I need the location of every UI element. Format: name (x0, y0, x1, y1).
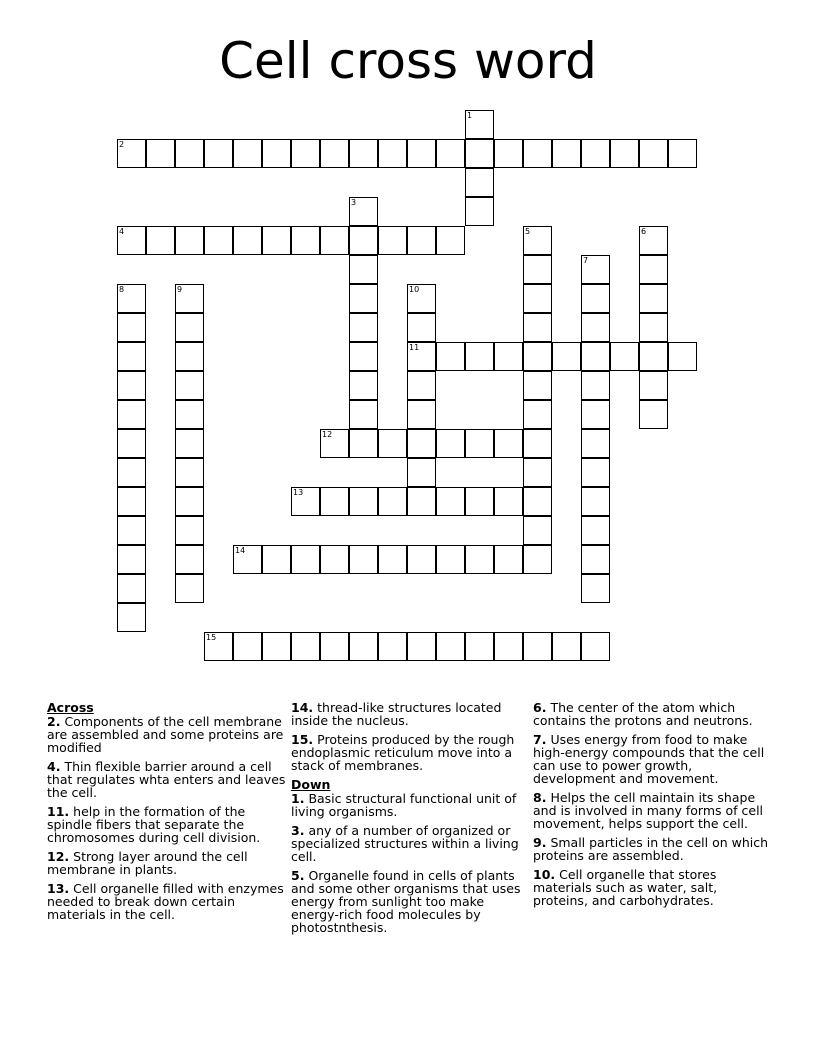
clue-number: 15. (291, 732, 314, 747)
crossword-cell[interactable] (552, 632, 581, 661)
crossword-cell[interactable] (407, 632, 436, 661)
crossword-cell[interactable] (320, 545, 349, 574)
crossword-cell[interactable] (436, 632, 465, 661)
crossword-cell[interactable] (610, 342, 639, 371)
clue-text: Strong layer around the cell membrane in plants. (47, 849, 248, 877)
clues-column-3 (533, 701, 773, 913)
crossword-cell[interactable] (523, 255, 552, 284)
crossword-cell[interactable] (117, 574, 146, 603)
clue-number: 2. (47, 714, 61, 729)
crossword-cell[interactable] (465, 632, 494, 661)
crossword-cell[interactable] (436, 226, 465, 255)
crossword-cell[interactable] (639, 313, 668, 342)
clue-text: Helps the cell maintain its shape and is involved in many forms of cell movement, helps support the cell. (533, 790, 764, 831)
crossword-cell[interactable] (465, 342, 494, 371)
down-clue (291, 869, 531, 934)
crossword-cell[interactable] (465, 168, 494, 197)
clue-number: 15 (206, 633, 217, 642)
crossword-cell[interactable] (639, 226, 668, 255)
crossword-cell[interactable] (581, 371, 610, 400)
crossword-cell[interactable] (349, 313, 378, 342)
crossword-cell[interactable] (233, 545, 262, 574)
crossword-cell[interactable] (175, 545, 204, 574)
crossword-cell[interactable] (175, 284, 204, 313)
crossword-cell[interactable] (175, 429, 204, 458)
across-clue (291, 701, 531, 727)
crossword-cell[interactable] (407, 371, 436, 400)
crossword-cell[interactable] (552, 139, 581, 168)
crossword-cell[interactable] (378, 226, 407, 255)
clue-number: 10. (533, 867, 556, 882)
crossword-cell[interactable] (581, 313, 610, 342)
crossword-cell[interactable] (639, 342, 668, 371)
crossword-cell[interactable] (639, 371, 668, 400)
clue-text: any of a number of organized or specialized structures within a living cell. (291, 823, 519, 864)
crossword-cell[interactable] (117, 226, 146, 255)
clue-number: 7 (583, 256, 589, 265)
crossword-cell[interactable] (378, 545, 407, 574)
crossword-cell[interactable] (523, 516, 552, 545)
clue-number: 12. (47, 849, 70, 864)
clue-text: Uses energy from food to make high-energy compounds that the cell can use to power growth, development and movement. (533, 732, 765, 786)
crossword-cell[interactable] (291, 545, 320, 574)
crossword-cell[interactable] (494, 342, 523, 371)
crossword-cell[interactable] (262, 632, 291, 661)
crossword-cell[interactable] (378, 139, 407, 168)
clue-text: Proteins produced by the rough endoplasmic reticulum move into a stack of membranes. (291, 732, 515, 773)
crossword-cell[interactable] (407, 284, 436, 313)
clue-number: 14. (291, 700, 314, 715)
crossword-cell[interactable] (494, 632, 523, 661)
crossword-cell[interactable] (581, 487, 610, 516)
crossword-cell[interactable] (320, 632, 349, 661)
crossword-cell[interactable] (581, 458, 610, 487)
clue-number: 5 (525, 227, 531, 236)
crossword-cell[interactable] (291, 226, 320, 255)
clue-number: 4. (47, 759, 61, 774)
clue-text: Organelle found in cells of plants and some other organisms that uses energy from sunlight too make energy-rich food molecules by photostnthesis. (291, 868, 521, 935)
crossword-cell[interactable] (349, 632, 378, 661)
crossword-cell[interactable] (523, 429, 552, 458)
crossword-cell[interactable] (494, 139, 523, 168)
crossword-cell[interactable] (117, 487, 146, 516)
crossword-cell[interactable] (175, 226, 204, 255)
crossword-cell[interactable] (175, 487, 204, 516)
crossword-cell[interactable] (465, 487, 494, 516)
crossword-cell[interactable] (146, 139, 175, 168)
crossword-cell[interactable] (407, 342, 436, 371)
crossword-cell[interactable] (581, 632, 610, 661)
crossword-cell[interactable] (262, 139, 291, 168)
clue-number: 12 (322, 430, 333, 439)
crossword-cell[interactable] (407, 545, 436, 574)
across-clue (47, 715, 287, 754)
clue-number: 11. (47, 804, 70, 819)
clue-number: 2 (119, 140, 125, 149)
crossword-cell[interactable] (117, 139, 146, 168)
across-clue (47, 760, 287, 799)
crossword-cell[interactable] (581, 516, 610, 545)
clue-text: Cell organelle that stores materials such as water, salt, proteins, and carbohydrates. (533, 867, 718, 908)
clue-text: Cell organelle filled with enzymes needed to break down certain materials in the cell. (47, 881, 284, 922)
clue-number: 8. (533, 790, 547, 805)
clue-number: 9. (533, 835, 547, 850)
crossword-cell[interactable] (581, 342, 610, 371)
clue-number: 6 (641, 227, 647, 236)
crossword-cell[interactable] (117, 429, 146, 458)
crossword-cell[interactable] (668, 342, 697, 371)
crossword-cell[interactable] (349, 226, 378, 255)
across-clue (47, 805, 287, 844)
crossword-cell[interactable] (523, 487, 552, 516)
crossword-cell[interactable] (349, 342, 378, 371)
crossword-cell[interactable] (581, 255, 610, 284)
crossword-cell[interactable] (175, 342, 204, 371)
crossword-cell[interactable] (436, 342, 465, 371)
crossword-cell[interactable] (465, 545, 494, 574)
crossword-cell[interactable] (407, 487, 436, 516)
crossword-cell[interactable] (349, 255, 378, 284)
across-clue (47, 850, 287, 876)
crossword-cell[interactable] (146, 226, 175, 255)
clue-text: help in the formation of the spindle fibers that separate the chromosomes during cell division. (47, 804, 261, 845)
clue-text: Thin flexible barrier around a cell that regulates whta enters and leaves the cell. (47, 759, 286, 800)
crossword-cell[interactable] (523, 313, 552, 342)
crossword-cell[interactable] (204, 226, 233, 255)
down-clue (291, 792, 531, 818)
crossword-cell[interactable] (523, 371, 552, 400)
crossword-cell[interactable] (175, 139, 204, 168)
clue-number: 7. (533, 732, 547, 747)
crossword-cell[interactable] (407, 313, 436, 342)
crossword-cell[interactable] (581, 429, 610, 458)
clue-number: 9 (177, 285, 183, 294)
crossword-cell[interactable] (668, 139, 697, 168)
crossword-cell[interactable] (639, 400, 668, 429)
crossword-cell[interactable] (117, 313, 146, 342)
crossword-cell[interactable] (407, 226, 436, 255)
clue-number: 3. (291, 823, 305, 838)
crossword-cell[interactable] (175, 371, 204, 400)
crossword-cell[interactable] (639, 255, 668, 284)
crossword-cell[interactable] (494, 487, 523, 516)
crossword-cell[interactable] (117, 516, 146, 545)
crossword-cell[interactable] (523, 545, 552, 574)
down-clue (533, 791, 773, 830)
crossword-cell[interactable] (436, 139, 465, 168)
crossword-cell[interactable] (233, 632, 262, 661)
crossword-cell[interactable] (523, 632, 552, 661)
crossword-cell[interactable] (291, 139, 320, 168)
crossword-cell[interactable] (523, 400, 552, 429)
crossword-cell[interactable] (349, 400, 378, 429)
clue-number: 6. (533, 700, 547, 715)
crossword-cell[interactable] (175, 516, 204, 545)
crossword-cell[interactable] (291, 487, 320, 516)
crossword-cell[interactable] (581, 139, 610, 168)
down-clue (533, 733, 773, 785)
clue-number: 5. (291, 868, 305, 883)
crossword-cell[interactable] (465, 139, 494, 168)
crossword-cell[interactable] (436, 429, 465, 458)
crossword-cell[interactable] (378, 632, 407, 661)
crossword-cell[interactable] (117, 342, 146, 371)
crossword-cell[interactable] (523, 284, 552, 313)
clue-number: 11 (409, 343, 420, 352)
crossword-cell[interactable] (552, 342, 581, 371)
crossword-cell[interactable] (262, 545, 291, 574)
clue-number: 10 (409, 285, 420, 294)
crossword-cell[interactable] (378, 429, 407, 458)
clue-number: 8 (119, 285, 125, 294)
crossword-cell[interactable] (204, 139, 233, 168)
crossword-cell[interactable] (436, 487, 465, 516)
crossword-cell[interactable] (465, 110, 494, 139)
crossword-cell[interactable] (610, 139, 639, 168)
clue-number: 13 (293, 488, 304, 497)
crossword-cell[interactable] (639, 139, 668, 168)
down-clue (533, 701, 773, 727)
clue-text: Small particles in the cell on which proteins are assembled. (533, 835, 769, 863)
crossword-cell[interactable] (349, 284, 378, 313)
clue-number: 3 (351, 198, 357, 207)
clue-number: 4 (119, 227, 125, 236)
crossword-cell[interactable] (465, 197, 494, 226)
clue-number: 1 (467, 111, 473, 120)
down-clue (291, 824, 531, 863)
crossword-cell[interactable] (581, 545, 610, 574)
crossword-cell[interactable] (175, 400, 204, 429)
crossword-cell[interactable] (117, 400, 146, 429)
across-heading: Across (47, 700, 94, 715)
crossword-cell[interactable] (349, 139, 378, 168)
crossword-cell[interactable] (320, 139, 349, 168)
across-clue (291, 733, 531, 772)
clues-column-1 (47, 701, 287, 927)
crossword-cell[interactable] (233, 226, 262, 255)
crossword-cell[interactable] (175, 458, 204, 487)
crossword-cell[interactable] (175, 313, 204, 342)
crossword-cell[interactable] (117, 545, 146, 574)
crossword-cell[interactable] (378, 487, 407, 516)
crossword-cell[interactable] (117, 603, 146, 632)
crossword-cell[interactable] (407, 429, 436, 458)
crossword-cell[interactable] (494, 429, 523, 458)
crossword-cell[interactable] (349, 371, 378, 400)
crossword-cell[interactable] (349, 487, 378, 516)
crossword-cell[interactable] (320, 487, 349, 516)
clue-number: 1. (291, 791, 305, 806)
crossword-cell[interactable] (175, 574, 204, 603)
clues-column-2 (291, 701, 531, 940)
page-title: Cell cross word (219, 32, 597, 90)
crossword-cell[interactable] (494, 545, 523, 574)
crossword-cell[interactable] (320, 429, 349, 458)
crossword-cell[interactable] (523, 139, 552, 168)
crossword-cell[interactable] (523, 458, 552, 487)
crossword-cell[interactable] (465, 429, 494, 458)
crossword-cell[interactable] (407, 139, 436, 168)
down-heading: Down (291, 777, 331, 792)
crossword-cell[interactable] (262, 226, 291, 255)
crossword-cell[interactable] (233, 139, 262, 168)
clue-number: 13. (47, 881, 70, 896)
clue-number: 14 (235, 546, 246, 555)
clue-text: thread-like structures located inside the nucleus. (291, 700, 502, 728)
down-clue (533, 836, 773, 862)
crossword-cell[interactable] (117, 458, 146, 487)
crossword-cell[interactable] (320, 226, 349, 255)
crossword-cell[interactable] (407, 458, 436, 487)
clue-text: Basic structural functional unit of living organisms. (291, 791, 517, 819)
crossword-cell[interactable] (581, 284, 610, 313)
crossword-cell[interactable] (523, 226, 552, 255)
crossword-cell[interactable] (581, 400, 610, 429)
crossword-cell[interactable] (639, 284, 668, 313)
crossword-cell[interactable] (117, 284, 146, 313)
crossword-cell[interactable] (349, 197, 378, 226)
crossword-cell[interactable] (117, 371, 146, 400)
clue-text: Components of the cell membrane are assembled and some proteins are modified (47, 714, 284, 755)
crossword-cell[interactable] (523, 342, 552, 371)
crossword-cell[interactable] (349, 429, 378, 458)
crossword-cell[interactable] (581, 574, 610, 603)
down-clue (533, 868, 773, 907)
crossword-cell[interactable] (204, 632, 233, 661)
crossword-cell[interactable] (349, 545, 378, 574)
crossword-cell[interactable] (291, 632, 320, 661)
crossword-cell[interactable] (407, 400, 436, 429)
across-clue (47, 882, 287, 921)
clue-text: The center of the atom which contains the protons and neutrons. (533, 700, 753, 728)
crossword-cell[interactable] (436, 545, 465, 574)
